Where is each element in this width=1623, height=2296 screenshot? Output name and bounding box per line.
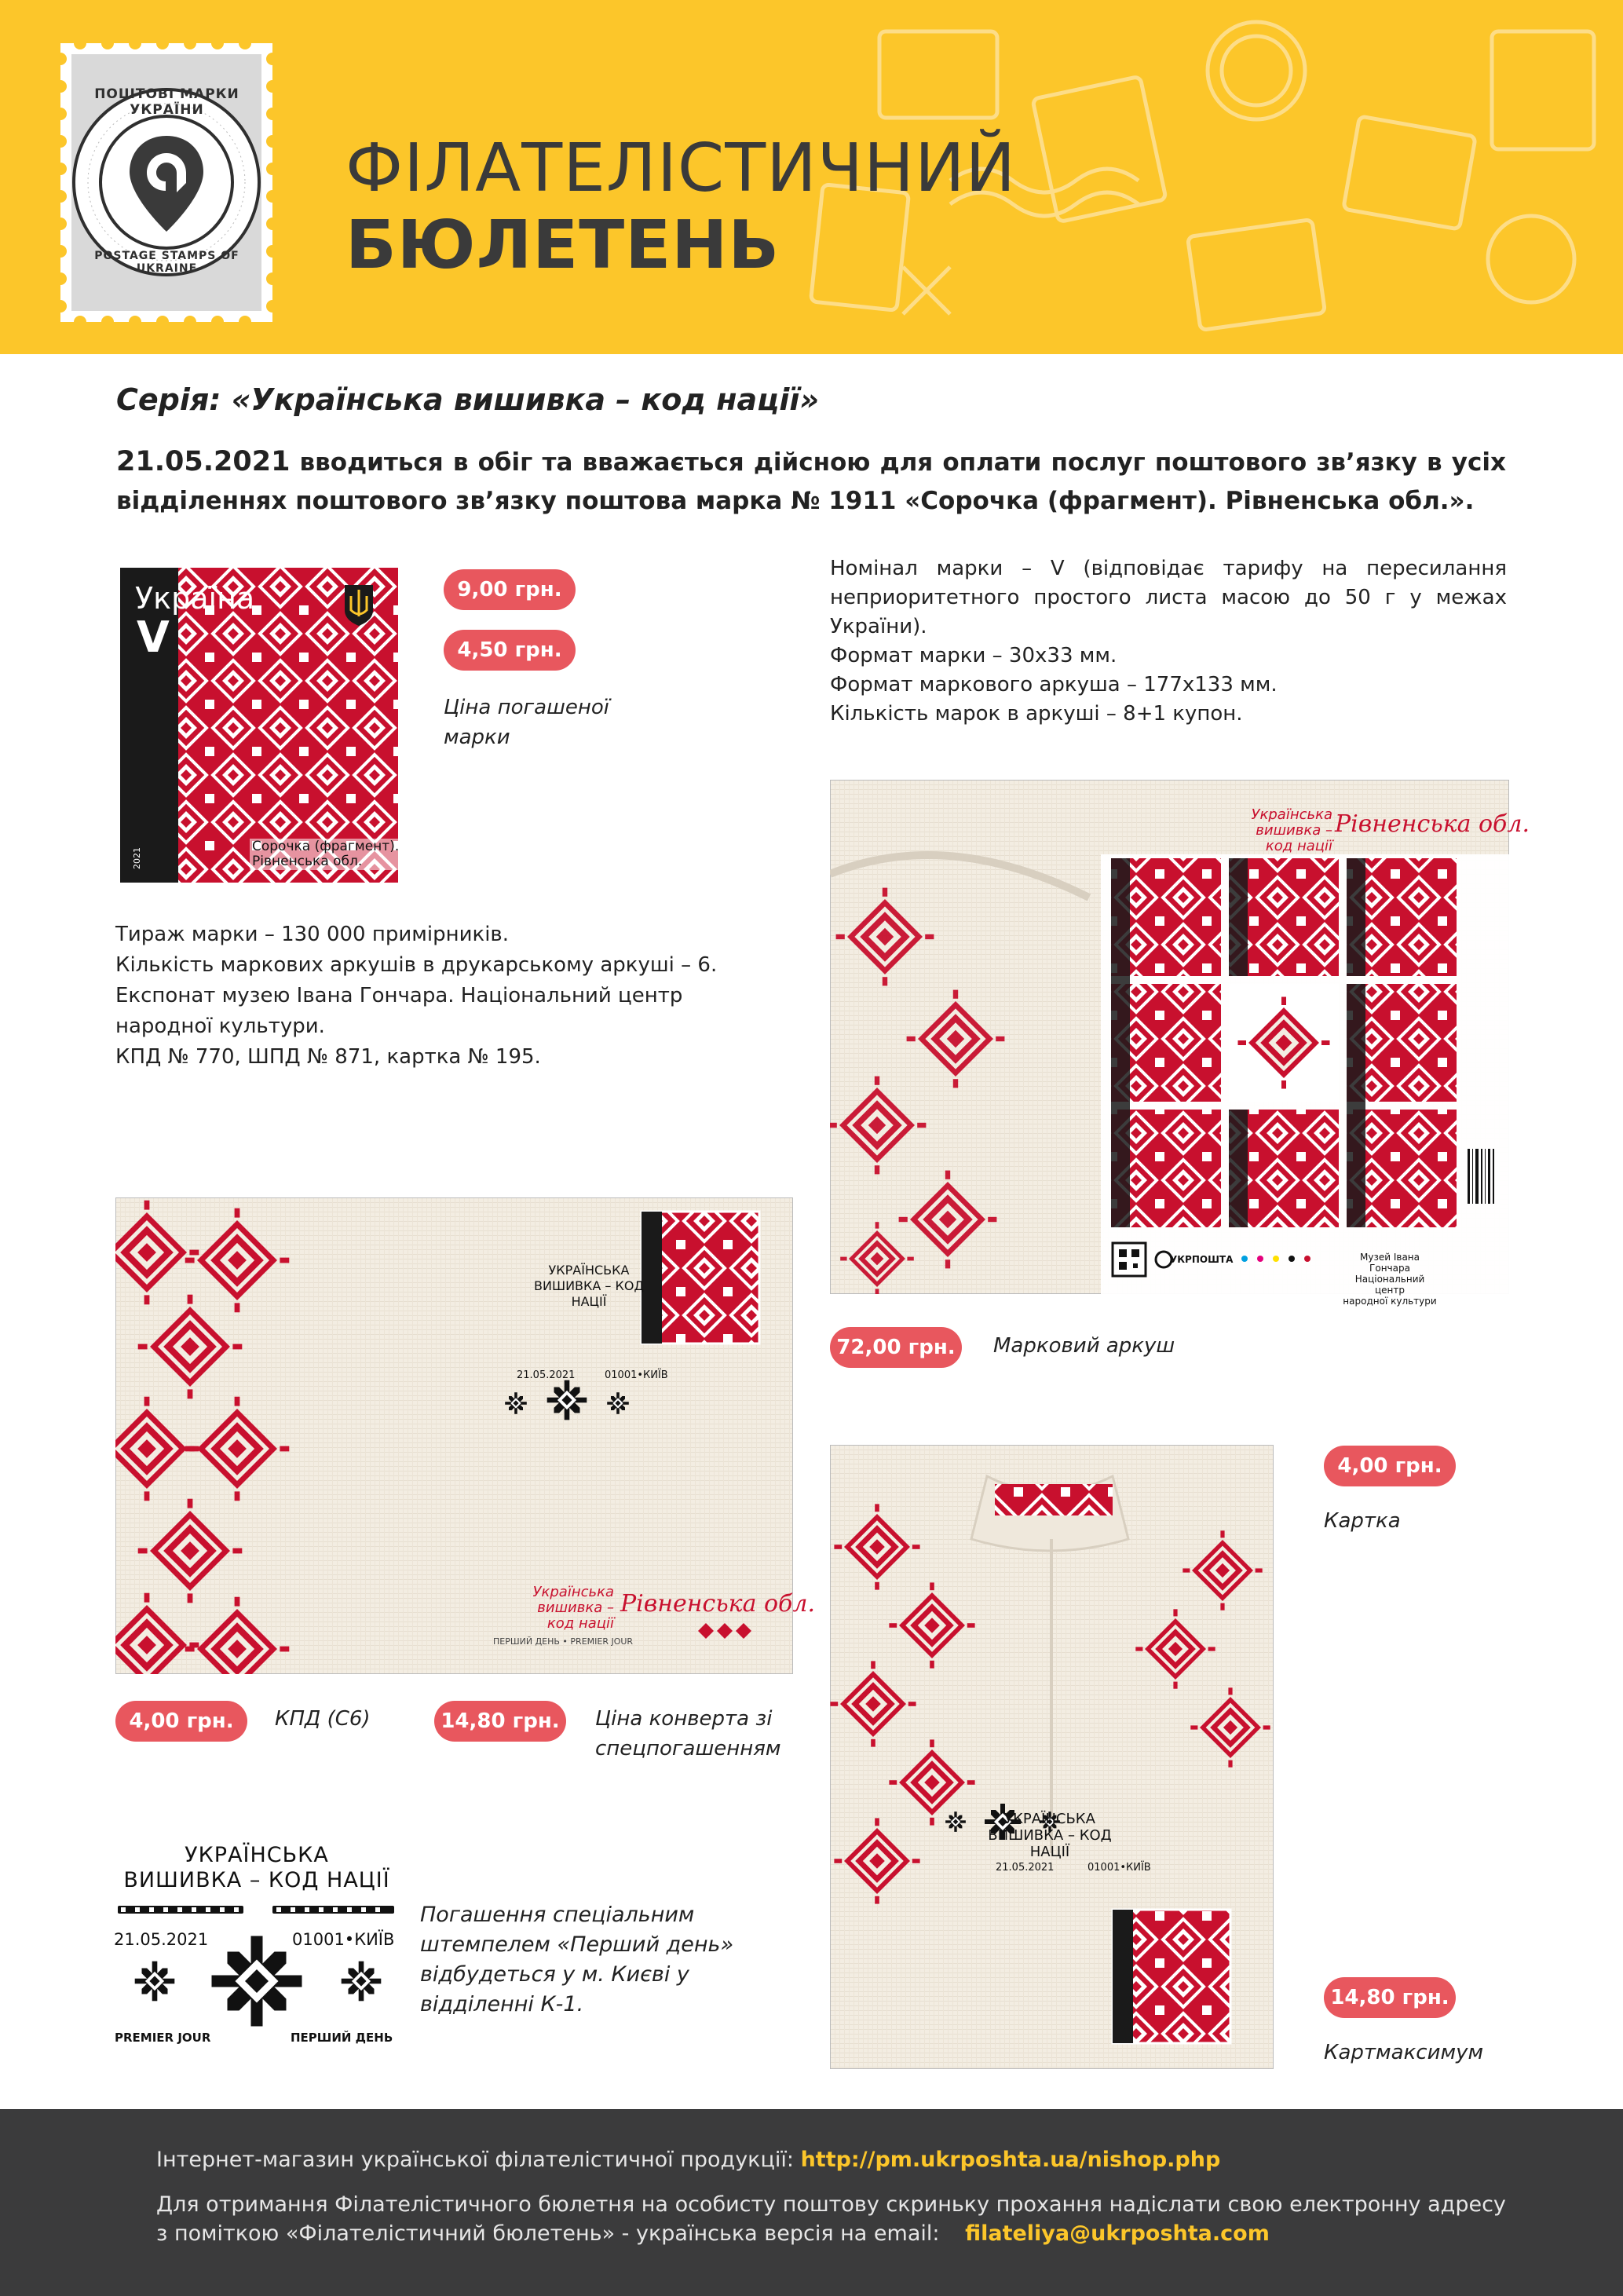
sheet-caption: Марковий аркуш: [993, 1334, 1175, 1358]
price-badge-envelope-cancel: 14,80 грн.: [434, 1701, 566, 1742]
title-line1: ФІЛАТЕЛІСТИЧНИЙ: [345, 130, 1017, 207]
envelope-title-line1: Українська вишивка –: [532, 1584, 614, 1616]
cancel-date: 21.05.2021: [114, 1930, 209, 1949]
envelope-cancel-line2: ВИШИВКА – КОД НАЦІЇ: [534, 1278, 644, 1309]
detail-item: Експонат музею Івана Гончара. Національний центр народної культури.: [115, 984, 683, 1038]
logo-text-top: ПОШТОВІ МАРКИ УКРАЇНИ: [94, 86, 239, 118]
cancel-description: Погашення спеціальним штемпелем «Перший день» відбудеться у м. Києві у відділенні К-1.: [420, 1903, 734, 2016]
sheet-museum-line3: народної культури: [1343, 1296, 1437, 1307]
sheet-title: [1199, 807, 1332, 854]
card-cancel-text: [971, 1811, 1128, 1860]
footer-subscribe-line1: Для отримання Філателістичного бюлетня на особисту поштову скриньку прохання надіслати свою електронну адресу: [156, 2192, 1506, 2217]
cancel-place: 01001•КИЇВ: [292, 1930, 395, 1949]
card-cancel-place: 01001•КИЇВ: [1087, 1862, 1151, 1874]
price-badge-cancelled: 4,50 грн.: [444, 630, 576, 671]
detail-item: Тираж марки – 130 000 примірників.: [115, 923, 510, 946]
detail-item: КПД № 770, ШПД № 871, картка № 195.: [115, 1045, 541, 1069]
envelope-region: Рівненська обл.: [620, 1590, 815, 1618]
price-badge-maxicard: 14,80 грн.: [1324, 1977, 1456, 2018]
envelope-cancel-line1: УКРАЇНСЬКА: [548, 1263, 630, 1278]
envelope-cancel-place: 01001•КИЇВ: [605, 1369, 668, 1381]
stamp-sheet-image: [830, 780, 1509, 1294]
stamp-country-latin: Ukraina: [86, 661, 114, 785]
price-badge-envelope: 4,00 грн.: [115, 1701, 247, 1742]
stamp-caption-line2: Рівненська обл.: [252, 854, 363, 869]
spec-item: Формат марки – 30х33 мм.: [830, 644, 1117, 667]
stamp-caption: [250, 839, 401, 870]
footer-email-link[interactable]: filateliya@ukrposhta.com: [965, 2221, 1270, 2246]
envelope-cancel-caption: Ціна конверта зі спецпогашенням: [595, 1707, 781, 1760]
details-block: [115, 919, 791, 1073]
cancel-line1: УКРАЇНСЬКА: [185, 1843, 329, 1867]
card-cancel-date: 21.05.2021: [996, 1862, 1055, 1874]
logo-text-bottom: POSTAGE STAMPS OF UKRAINE: [94, 250, 239, 275]
sheet-title-line1: Українська вишивка –: [1251, 806, 1332, 839]
cancel-right-label: ПЕРШИЙ ДЕНЬ: [291, 2031, 393, 2045]
detail-item: Кількість маркових аркушів в друкарському аркуші – 6.: [115, 953, 718, 977]
maximum-card-image: [830, 1445, 1274, 2069]
logo-stamp: [60, 43, 272, 322]
price-badge-stamp: 9,00 грн.: [444, 569, 576, 610]
stamp-country: Україна: [135, 581, 255, 616]
announcement-text: вводиться в обіг та вважається дійсною для оплати послуг поштового зв’язку в усіх відділеннях поштового зв’язку поштова марка № 1911 «Сорочка (фрагмент). Рівненська обл.».: [116, 448, 1506, 515]
footer-shop-line: [156, 2148, 1220, 2172]
cancel-line2: ВИШИВКА – КОД НАЦІЇ: [123, 1868, 390, 1892]
maxicard-caption: Картмаксимум: [1324, 2041, 1484, 2064]
envelope-title-line2: код нації: [546, 1615, 614, 1632]
cancelled-caption: Ціна погашеної марки: [444, 696, 610, 749]
title-line2: БЮЛЕТЕНЬ: [345, 207, 780, 284]
stamp-caption-line1: Сорочка (фрагмент).: [252, 839, 400, 854]
footer-subscribe-line2: [156, 2221, 1270, 2246]
announcement: [116, 443, 1506, 521]
cancel-left-label: PREMIER JOUR: [115, 2031, 211, 2045]
header-banner: [0, 0, 1623, 354]
stamp-nominal: V: [137, 612, 170, 662]
spec-item: Номінал марки – V (відповідає тарифу на пересилання неприоритетного простого листа масою до 50 г у межах України).: [830, 557, 1507, 638]
spec-item: Кількість марок в аркуші – 8+1 купон.: [830, 702, 1243, 726]
price-badge-sheet: 72,00 грн.: [830, 1327, 962, 1368]
envelope-title: [473, 1585, 614, 1632]
footer-shop-label: Інтернет-магазин української філателістичної продукції:: [156, 2148, 794, 2172]
envelope-cancel-text: [522, 1263, 656, 1310]
envelope-footer: ПЕРШИЙ ДЕНЬ • PREMIER JOUR: [493, 1636, 634, 1647]
footer-subscribe-text: з поміткою «Філателістичний бюлетень» - українська версія на email:: [156, 2221, 940, 2246]
card-cancel-line1: УКРАЇНСЬКА: [1004, 1811, 1095, 1827]
envelope-cancel-date: 21.05.2021: [517, 1369, 576, 1381]
cancel-title: [111, 1843, 402, 1893]
specs-block: [830, 554, 1507, 729]
footer-shop-link[interactable]: http://pm.ukrposhta.ua/nishop.php: [800, 2148, 1221, 2172]
sheet-museum: [1339, 1252, 1441, 1307]
card-cancel-line2: ВИШИВКА – КОД НАЦІЇ: [988, 1827, 1112, 1860]
sheet-museum-line1: Музей Івана Гончара: [1360, 1252, 1420, 1274]
stamp-year: 2021: [132, 847, 142, 869]
series-title: Серія: «Українська вишивка – код нації»: [116, 382, 820, 417]
card-caption: Картка: [1324, 1509, 1401, 1533]
spec-item: Формат маркового аркуша – 177х133 мм.: [830, 673, 1278, 696]
announcement-date: 21.05.2021: [116, 446, 291, 477]
price-badge-card: 4,00 грн.: [1324, 1446, 1456, 1486]
sheet-title-line2: код нації: [1265, 838, 1332, 854]
sheet-museum-line2: Національний центр: [1354, 1274, 1425, 1296]
sheet-region: Рівненська обл.: [1335, 810, 1530, 838]
sheet-brand: УКРПОШТА: [1170, 1254, 1234, 1265]
footer: [0, 2109, 1623, 2296]
envelope-caption: КПД (С6): [275, 1707, 371, 1731]
